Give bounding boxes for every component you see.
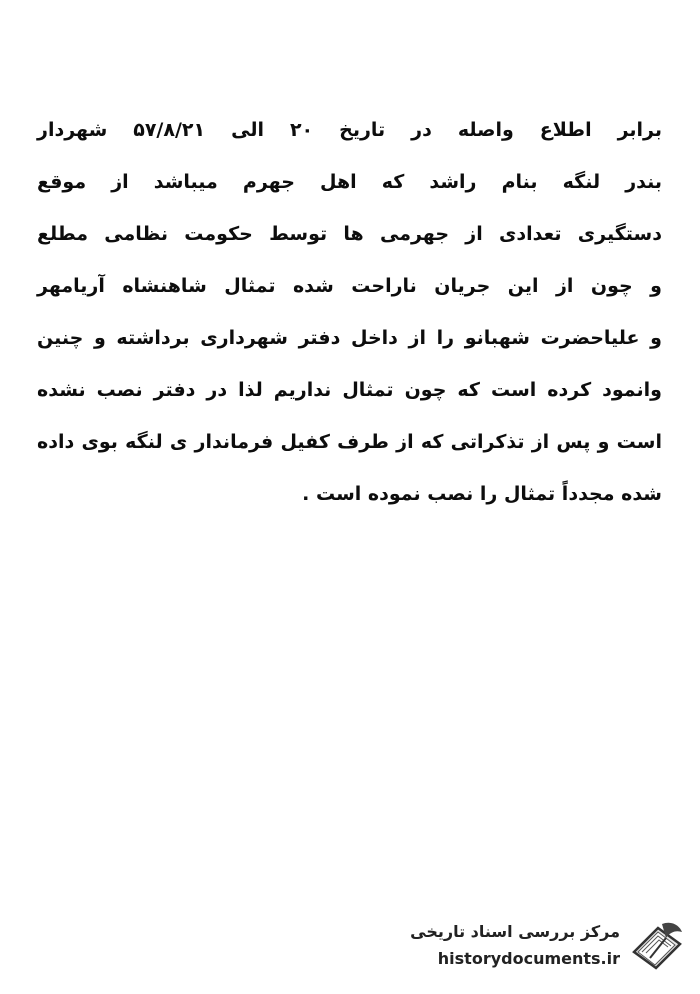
watermark-title: مرکز بررسی اسناد تاریخی	[410, 922, 620, 941]
report-line-4: و چون از این جریان ناراحت شده تمثال شاهنشاه آریامهر	[37, 275, 662, 297]
book-quill-logo-icon	[628, 918, 686, 976]
report-body	[37, 104, 662, 520]
report-line-2: بندر لنگه بنام راشد که اهل جهرم میباشد از موقع	[37, 171, 662, 193]
report-line-8: شده مجدداً تمثال را نصب نموده است .	[302, 483, 662, 505]
report-line-3: دستگیری تعدادی از جهرمی ها توسط حکومت نظامی مطلع	[37, 223, 662, 245]
report-line-5: و علیاحضرت شهبانو را از داخل دفتر شهرداری برداشته و چنین	[37, 327, 662, 349]
report-line-7: است و پس از تذکراتی که از طرف کفیل فرماندار ی لنگه بوی داده	[37, 431, 662, 453]
report-line-6: وانمود کرده است که چون تمثال نداریم لذا در دفتر نصب نشده	[37, 379, 662, 401]
report-line-1: برابر اطلاع واصله در تاریخ ۲۰ الی ۵۷/۸/۲۱ شهردار	[37, 119, 662, 141]
archive-watermark	[396, 916, 686, 980]
watermark-url: historydocuments.ir	[437, 949, 620, 968]
